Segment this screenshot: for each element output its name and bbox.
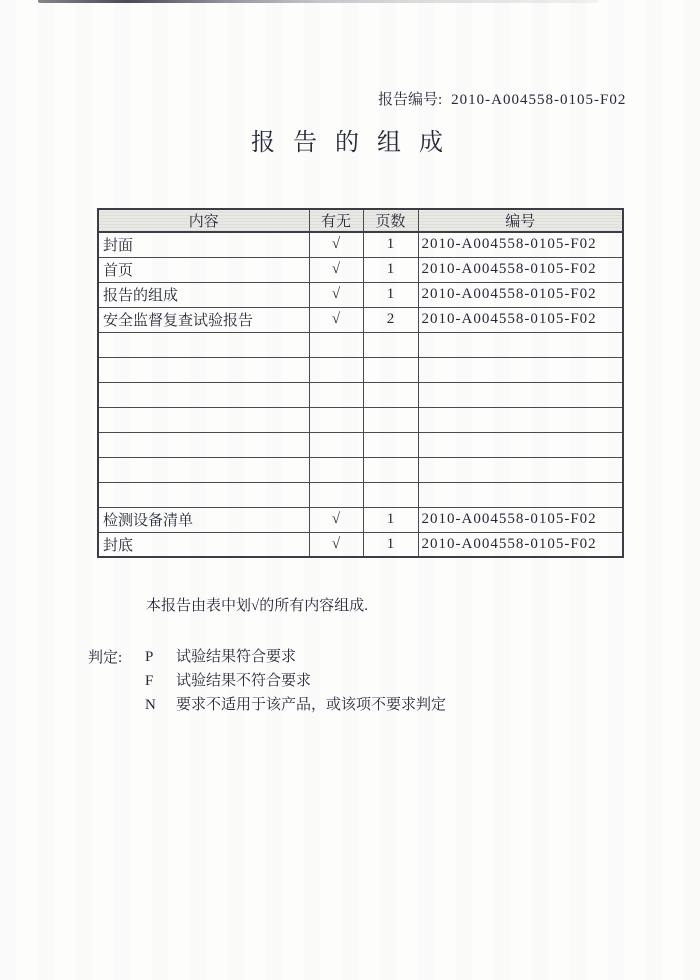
report-composition-table [97,208,624,558]
cell-present [309,332,363,357]
table-row [98,307,623,332]
cell-content [98,332,309,357]
cell-number [418,332,623,357]
cell-pages [363,382,418,407]
cell-number [418,382,623,407]
col-header-content: 内容 [98,209,309,232]
cell-content [98,407,309,432]
cell-number: 2010-A004558-0105-F02 [418,282,623,307]
cell-pages [363,332,418,357]
legend-label: 判定: [88,650,123,666]
report-number-line [378,88,626,109]
table-row-empty [98,457,623,482]
cell-present: √ [309,507,363,532]
legend-desc: 试验结果符合要求 [176,649,297,665]
cell-number: 2010-A004558-0105-F02 [418,507,623,532]
report-number-value: 2010-A004558-0105-F02 [451,92,627,108]
legend-desc: 要求不适用于该产品，或该项不要求判定 [176,697,447,713]
cell-present [309,432,363,457]
cell-pages: 1 [363,257,418,282]
table-header-row [98,209,623,232]
legend-code: F [145,673,154,689]
cell-present [309,482,363,507]
table-row-empty [98,382,623,407]
cell-pages: 2 [363,307,418,332]
composition-note: 本报告由表中划√的所有内容组成. [146,598,368,614]
legend-desc: 试验结果不符合要求 [176,673,312,689]
legend-item [145,646,446,670]
cell-present [309,382,363,407]
cell-pages [363,357,418,382]
legend-code: P [145,649,154,665]
cell-content: 封面 [98,232,309,257]
col-header-pages: 页数 [363,209,418,232]
cell-content [98,457,309,482]
cell-present: √ [309,257,363,282]
table-row [98,507,623,532]
table-row [98,232,623,257]
legend-item [145,694,446,718]
report-number-label: 报告编号: [378,92,443,108]
col-header-number: 编号 [418,209,623,232]
cell-present: √ [309,282,363,307]
cell-content [98,357,309,382]
table-row-empty [98,332,623,357]
cell-present: √ [309,307,363,332]
legend-item [145,670,446,694]
table-row-empty [98,432,623,457]
cell-pages: 1 [363,532,418,557]
table-row [98,282,623,307]
cell-content [98,482,309,507]
cell-content: 报告的组成 [98,282,309,307]
cell-content [98,432,309,457]
col-header-present: 有无 [309,209,363,232]
cell-pages: 1 [363,507,418,532]
table-row [98,257,623,282]
cell-number: 2010-A004558-0105-F02 [418,532,623,557]
cell-present [309,457,363,482]
cell-pages [363,432,418,457]
page-title: 报 告 的 组 成 [251,130,449,156]
cell-number [418,457,623,482]
judgment-legend [145,646,446,718]
cell-number: 2010-A004558-0105-F02 [418,307,623,332]
cell-present: √ [309,232,363,257]
cell-content: 首页 [98,257,309,282]
table-row [98,532,623,557]
cell-content: 封底 [98,532,309,557]
cell-number: 2010-A004558-0105-F02 [418,257,623,282]
cell-content: 安全监督复查试验报告 [98,307,309,332]
cell-content: 检测设备清单 [98,507,309,532]
table-row-empty [98,407,623,432]
table-row-empty [98,357,623,382]
cell-number [418,407,623,432]
cell-pages [363,482,418,507]
cell-content [98,382,309,407]
scan-artifact [38,0,598,3]
cell-pages: 1 [363,232,418,257]
cell-number [418,432,623,457]
cell-pages [363,457,418,482]
cell-number [418,482,623,507]
table-row-empty [98,482,623,507]
legend-code: N [145,697,156,713]
cell-present [309,357,363,382]
cell-pages [363,407,418,432]
cell-present [309,407,363,432]
cell-number: 2010-A004558-0105-F02 [418,232,623,257]
cell-pages: 1 [363,282,418,307]
cell-present: √ [309,532,363,557]
cell-number [418,357,623,382]
